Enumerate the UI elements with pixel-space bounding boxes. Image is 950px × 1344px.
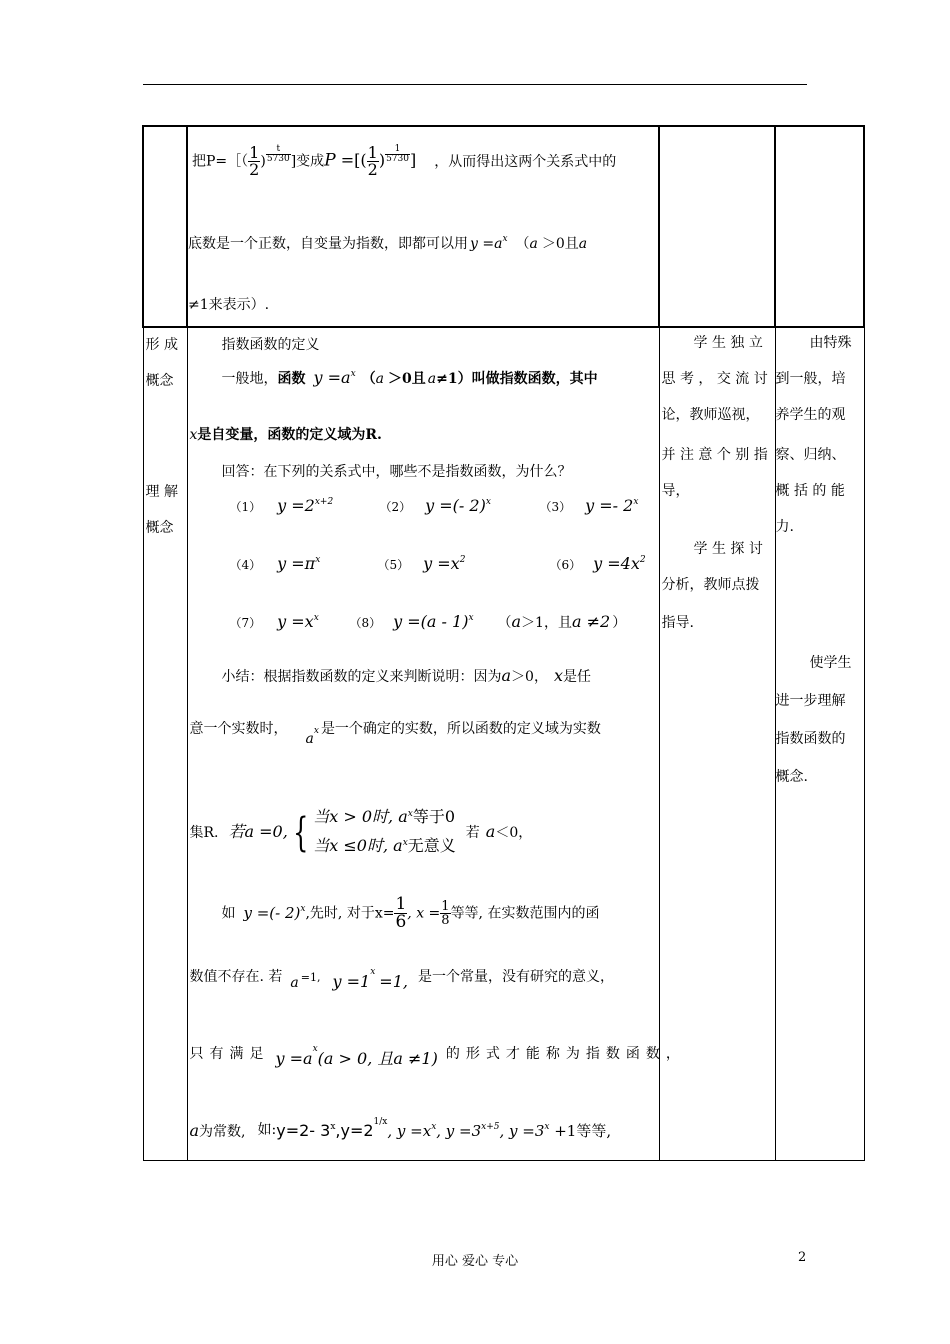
- definition-line2: x是自变量，函数的定义域为R.: [189, 427, 382, 443]
- question: 回答：在下列的关系式中，哪些不是指数函数，为什么？: [221, 464, 572, 480]
- row1-col4: [775, 126, 864, 327]
- item-8: （8） y =(a - 1)$^x$: [349, 612, 474, 631]
- half-fraction: $\frac{1}{2}$: [249, 143, 260, 179]
- row1-line2: 底数是一个正数，自变量为指数，即都可以用 $y =a^x$ （a ＞0且a: [188, 234, 588, 252]
- row2-col3: 学 生 独 立 思 考 ， 交 流 讨 论，教师巡视， 并 注 意 个 别 指 导， 学 生 探 讨 分析，教师点拨 指导.: [659, 327, 775, 1161]
- only-line: 只有满足 $y =a^x(a > 0$, 且a ≠1) 的形式才能称为指数函数，: [189, 1044, 686, 1068]
- section-title: 指数函数的定义: [221, 337, 320, 353]
- set-cases: 集R. 若a =0, { 当x > 0时, $a^x$等于0 当x ≤0时, $a^x$无意义 若 a＜0，: [189, 807, 533, 856]
- item-4: （4） $y =\pi^x$: [229, 554, 321, 573]
- value-line: 数值不存在. 若 a =1, $y =1^x =1$, 是一个常量，没有研究的意义，: [189, 967, 614, 991]
- item-1: （1） $y =2^{x+2}$: [229, 496, 334, 515]
- item-5: （5） $y =x^2$: [377, 554, 466, 573]
- last-line: a为常数, 如:y=2- $3^x,y=2^{1/x}$, $y =x^x$, $y =3^{x+5}$, $y =3^x +1$等等,: [189, 1117, 612, 1140]
- row1-line1: 把P=［（ $\frac{1}{2}$ ) $\frac{t}{5730}$ ]变成P =[( $\frac{1}{2}$ ) $\frac{1}{5730}$ ] ，从而得出这两个关系式中的: [192, 143, 617, 179]
- stage-label-understand: 理 解: [145, 484, 178, 500]
- lesson-table: [142, 125, 865, 1161]
- page-number: 2: [798, 1250, 807, 1265]
- row1-col2: [187, 126, 659, 327]
- row2-col1: 形 成 概念 理 解 概念: [143, 327, 187, 1161]
- definition-line1: 一般地，函数 $y =a^x$ （a ＞0且 a≠1）叫做指数函数，其中: [221, 368, 598, 387]
- item-3: （3） y =- 2$^x$: [539, 496, 639, 515]
- item-2: （2） y =(- 2)$^x$: [379, 496, 491, 515]
- summary-line2: 意一个实数时，ax 是一个确定的实数，所以函数的定义域为实数: [189, 721, 601, 747]
- page-footer: 用心 爱心 专心: [431, 1254, 519, 1269]
- exponent-fraction: $\frac{t}{5730}$: [266, 144, 290, 164]
- summary-line1: 小结：根据指数函数的定义来判断说明：因为a＞0， x是任: [221, 666, 591, 685]
- row1-col3: [659, 126, 775, 327]
- stage-label-form: 形 成: [145, 337, 178, 353]
- row2-col4: 由特殊 到一般，培 养学生的观 察、归纳、 概 括 的 能 力. 使学生 进一步理解 指数函数的 概念.: [775, 327, 864, 1161]
- header-rule: [143, 84, 807, 85]
- row2-col2: [187, 327, 686, 1161]
- example-line: 如 y =(- 2)$^x$,先时, 对于x= $\frac{1}{6}$ , x = $\frac{1}{8}$ 等等, 在实数范围内的函: [221, 894, 600, 932]
- item-6: （6） $y =4x^2$: [549, 554, 646, 573]
- item-7: （7） $y =x^x$: [229, 612, 319, 631]
- row1-col1: [143, 126, 187, 327]
- item-8-condition: （a＞1，且a ≠2 ）: [497, 612, 627, 631]
- row1-line3: ≠1来表示）.: [188, 297, 270, 313]
